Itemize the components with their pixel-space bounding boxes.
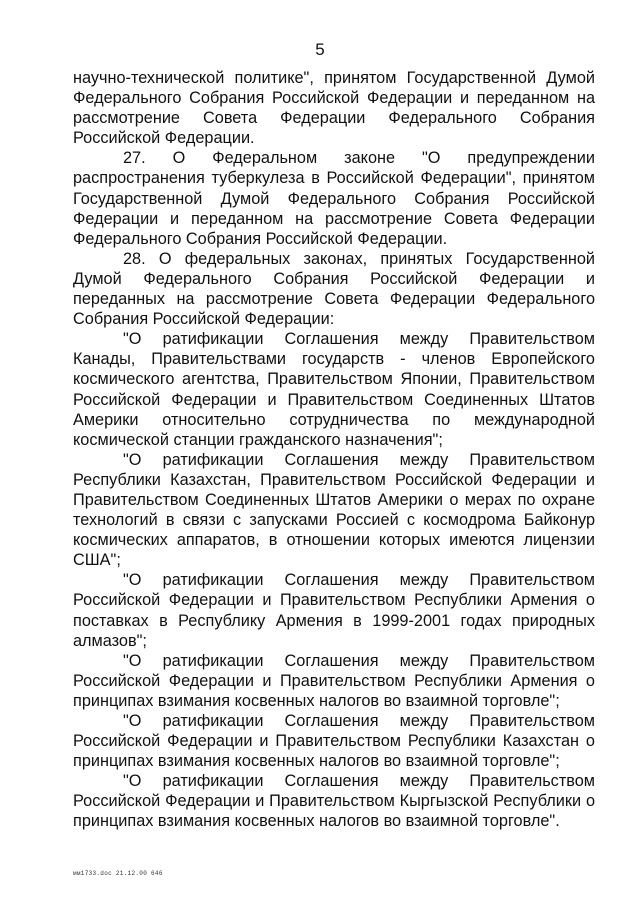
law-title-space-station: "О ратификации Соглашения между Правительством Канады, Правительствами государств - членов Европейского космического агентства, Правительством Японии, Правительством Российской Федерации и Правительством Соединенных Штатов Америки относительно сотрудничества по международной космической станции гражданского назначения"; bbox=[73, 330, 595, 449]
paragraph-continuation: научно-технической политике", принятом Государственной Думой Федерального Собрания Российской Федерации и переданном на рассмотрение Совета Федерации Федерального Собрания Российской Федерации. bbox=[73, 69, 595, 148]
law-title-armenia-taxes: "О ратификации Соглашения между Правительством Российской Федерации и Правительством Республики Армения о принципах взимания косвенных налогов во взаимной торговле"; bbox=[73, 651, 595, 710]
law-title-kyrgyzstan-taxes: "О ратификации Соглашения между Правительством Российской Федерации и Правительством Кыргызской Республики о принципах взимания косвенных налогов во взаимной торговле". bbox=[73, 772, 595, 831]
law-title-armenia-diamonds: "О ратификации Соглашения между Правительством Российской Федерации и Правительством Республики Армения о поставках в Республику Армения в 1999-2001 годах природных алмазов"; bbox=[73, 571, 595, 650]
page-number: 5 bbox=[315, 40, 325, 59]
paragraph-item-28: 28. О федеральных законах, принятых Государственной Думой Федерального Собрания Российской Федерации и переданных на рассмотрение Совета Федерации Федерального Собрания Российской Федерации: bbox=[73, 249, 595, 329]
document-body bbox=[73, 68, 595, 832]
footer-document-code: мм1733.doc 21.12.00 646 bbox=[73, 870, 163, 877]
law-title-technology-protection: "О ратификации Соглашения между Правительством Республики Казахстан, Правительством Российской Федерации и Правительством Соединенных Штатов Америки о мерах по охране технологий в связи с запусками Россией с космодрома Байконур космических аппаратов, в отношении которых имеются лицензии США"; bbox=[73, 450, 595, 570]
paragraph-item-27: 27. О Федеральном законе "О предупреждении распространения туберкулеза в Российской Федерации", принятом Государственной Думой Федерального Собрания Российской Федерации и переданном на рассмотрение Совета Федерации Федерального Собрания Российской Федерации. bbox=[73, 149, 595, 248]
law-title-kazakhstan-taxes: "О ратификации Соглашения между Правительством Российской Федерации и Правительством Республики Казахстан о принципах взимания косвенных налогов во взаимной торговле"; bbox=[73, 712, 595, 771]
